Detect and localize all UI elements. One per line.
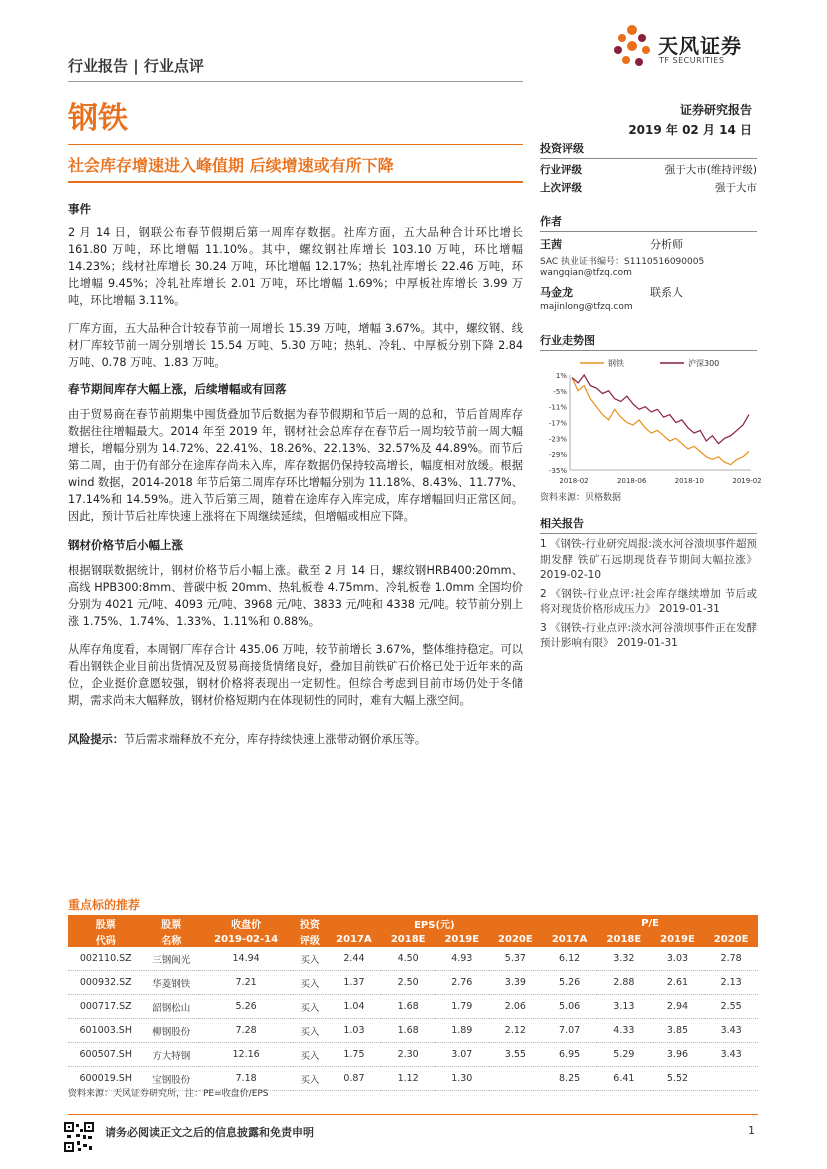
- table-cell: 1.89: [435, 1019, 489, 1043]
- table-cell: 2.06: [489, 995, 543, 1019]
- y-tick-label: -11%: [548, 403, 567, 412]
- table-cell: 3.85: [651, 1019, 705, 1043]
- table-cell: 7.07: [542, 1019, 597, 1043]
- table-cell: 600019.SH: [68, 1067, 144, 1091]
- paragraph-outlook: 从库存角度看，本周钢厂库存合计 435.06 万吨，较节前增长 3.67%，整体维持稳定。可以看出钢铁企业目前出货情况及贸易商接货情绪良好，叠加目前铁矿石价格已处于近年来的高位，企业挺价意愿较强，钢材价格将表现出一定韧性。但综合考虑到目前市场仍处于冬储期，需求尚未大幅释放，钢材价格短期内在体现韧性的同时，难有大幅上涨空间。: [68, 643, 523, 707]
- table-cell: 12.16: [199, 1043, 293, 1067]
- table-cell: 5.06: [542, 995, 597, 1019]
- table-cell: 2.61: [651, 971, 705, 995]
- header-eps: EPS(元): [326, 915, 542, 931]
- table-cell: 1.68: [381, 1019, 435, 1043]
- table-cell: 2.55: [704, 995, 758, 1019]
- x-tick-label: 2018-02: [559, 477, 589, 485]
- related-report-3[interactable]: 3 《钢铁-行业点评:淡水河谷溃坝事件正在发酵 预计影响有限》 2019-01-31: [540, 621, 757, 649]
- eps-year: 2020E: [489, 931, 543, 947]
- previous-rating-value: 强于大市: [715, 182, 757, 194]
- sector-title: 钢铁: [68, 101, 128, 136]
- table-cell: 002110.SZ: [68, 947, 144, 971]
- report-date: 2019 年 02 月 14 日: [628, 123, 752, 137]
- rating-row: [540, 161, 757, 179]
- table-cell: 3.07: [435, 1043, 489, 1067]
- related-report-1[interactable]: 1 《钢铁-行业研究周报:淡水河谷溃坝事件超预期发酵 铁矿石远期现货春节期间大幅拉涨》 2019-02-10: [540, 538, 757, 581]
- document-type: 证券研究报告: [679, 103, 752, 117]
- y-tick-label: -35%: [548, 467, 567, 475]
- x-tick-label: 2018-06: [617, 477, 647, 485]
- related-report-2[interactable]: 2 《钢铁-行业点评:社会库存继续增加 节后或将对现货价格形成压力》 2019-01-31: [540, 587, 757, 615]
- table-cell: 5.37: [489, 947, 543, 971]
- subheader-code: 代码: [68, 931, 144, 947]
- rating-heading: 投资评级: [540, 140, 757, 159]
- header-pe: P/E: [542, 915, 758, 931]
- table-cell: 1.37: [326, 971, 381, 995]
- tf-logo-icon: [612, 22, 652, 70]
- table-cell: 1.04: [326, 995, 381, 1019]
- subheader-price-date: 2019-02-14: [199, 931, 293, 947]
- subheader-name: 名称: [144, 931, 199, 947]
- table-row: [68, 1019, 758, 1043]
- table-cell: 3.43: [704, 1019, 758, 1043]
- table-cell: 3.13: [597, 995, 651, 1019]
- section-heading-inventory: 春节期间库存大幅上涨，后续增幅或有回落: [68, 382, 287, 396]
- table-cell: 4.93: [435, 947, 489, 971]
- author-1-name: 王茜: [540, 238, 562, 251]
- paragraph-factory-inventory: 厂库方面，五大品种合计较春节前一周增长 15.39 万吨，增幅 3.67%。其中，螺纹钢、线材厂库较节前一周分别增长 15.54 万吨、5.30 万吨；热轧、冷轧、中厚板分别下降 2.84 万吨、0.78 万吨、1.83 万吨。: [68, 322, 523, 369]
- footer-notice: 请务必阅读正文之后的信息披露和免责申明: [105, 1126, 314, 1139]
- table-cell: 601003.SH: [68, 1019, 144, 1043]
- eps-year: 2017A: [326, 931, 381, 947]
- x-tick-label: 2018-10: [674, 477, 704, 485]
- table-title: 重点标的推荐: [68, 898, 141, 912]
- table-cell: 方大特钢: [144, 1043, 199, 1067]
- table-cell: 5.52: [651, 1067, 705, 1091]
- table-cell: 14.94: [199, 947, 293, 971]
- risk-text: 节后需求端释放不充分，库存持续快速上涨带动钢价承压等。: [123, 733, 427, 746]
- section-heading-event: 事件: [68, 202, 91, 216]
- table-cell: 买入: [293, 1043, 326, 1067]
- table-cell: 8.25: [542, 1067, 597, 1091]
- previous-rating-row: [540, 179, 757, 197]
- table-cell: 韶钢松山: [144, 995, 199, 1019]
- table-cell: 1.03: [326, 1019, 381, 1043]
- table-cell: 3.39: [489, 971, 543, 995]
- table-cell: 1.12: [381, 1067, 435, 1091]
- risk-label: 风险提示：: [68, 733, 124, 746]
- table-cell: [704, 1067, 758, 1091]
- table-cell: 5.26: [199, 995, 293, 1019]
- table-cell: 买入: [293, 995, 326, 1019]
- pe-year: 2019E: [651, 931, 705, 947]
- table-cell: 6.95: [542, 1043, 597, 1067]
- table-row: [68, 1043, 758, 1067]
- table-cell: 柳钢股份: [144, 1019, 199, 1043]
- table-cell: 000932.SZ: [68, 971, 144, 995]
- table-cell: 5.29: [597, 1043, 651, 1067]
- table-cell: 600507.SH: [68, 1043, 144, 1067]
- author-1: [540, 236, 757, 252]
- author-1-certificate: SAC 执业证书编号：S1110516090005: [540, 257, 705, 267]
- footer-divider: [68, 1114, 758, 1115]
- paragraph-price: 根据钢联数据统计，钢材价格节后小幅上涨。截至 2 月 14 日，螺纹钢HRB400:20mm、高线 HPB300:8mm、普碳中板 20mm、热轧板卷 4.75mm、冷轧板卷 1.0mm 全国均价分别为 4021 元/吨、4093 元/吨、3968 元/吨、3833 元/吨和 4338 元/吨。较节前分别上涨 1.75%、1.74%、1.33%、1.11%和 0.88%。: [68, 564, 523, 628]
- previous-rating-label: 上次评级: [540, 182, 582, 194]
- y-tick-label: -17%: [548, 419, 567, 428]
- author-1-email[interactable]: wangqian@tfzq.com: [540, 268, 632, 278]
- table-cell: 1.79: [435, 995, 489, 1019]
- related-heading: 相关报告: [540, 515, 757, 534]
- table-cell: 4.33: [597, 1019, 651, 1043]
- table-cell: 三钢闽光: [144, 947, 199, 971]
- table-cell: 买入: [293, 971, 326, 995]
- stock-recommendation-table: [68, 915, 758, 1091]
- subheader-rating: 评级: [293, 931, 326, 947]
- table-row: [68, 995, 758, 1019]
- header-price: 收盘价: [199, 915, 293, 931]
- table-cell: 宝钢股份: [144, 1067, 199, 1091]
- sidebar: [540, 140, 762, 652]
- header-rating: 投资: [293, 915, 326, 931]
- header-code: 股票: [68, 915, 144, 931]
- page-number: 1: [748, 1124, 755, 1137]
- author-2: [540, 284, 757, 300]
- table-cell: 3.03: [651, 947, 705, 971]
- author-2-role: 联系人: [650, 286, 683, 299]
- table-cell: 买入: [293, 1067, 326, 1091]
- table-cell: 7.18: [199, 1067, 293, 1091]
- table-cell: 1.75: [326, 1043, 381, 1067]
- table-cell: 2.76: [435, 971, 489, 995]
- paragraph-holiday-inventory: 由于贸易商在春节前期集中囤货叠加节后数据为春节假期和节后一周的总和，节后首周库存数据往往增幅最大。2014 年至 2019 年，钢材社会总库存在春节后一周均较节前一周大幅增长，增幅分别为 14.72%、22.41%、18.26%、22.13%、32.57%及 44.89%。而节后第二周，由于仍有部分在途库存尚未入库，库存数据仍保持较高增长，幅度相对放缓。根据 wind 数据，2014-2018 年节后第二周库存环比增幅分别为 11.18%、8.43%、11.77%、17.14%和 14.59%。进入节后第三周，随着在途库存入库完成，库存增幅回归正常区间。因此，预计节后社库快速上涨将在下周继续延续，但增幅或相应下降。: [68, 408, 523, 523]
- section-heading-price: 钢材价格节后小幅上涨: [68, 538, 183, 552]
- author-1-role: 分析师: [650, 238, 683, 251]
- pe-year: 2017A: [542, 931, 597, 947]
- pe-year: 2020E: [704, 931, 758, 947]
- table-row: [68, 971, 758, 995]
- author-heading: 作者: [540, 213, 757, 232]
- industry-trend-chart: [540, 353, 762, 488]
- table-cell: 4.50: [381, 947, 435, 971]
- logo-english: TF SECURITIES: [659, 56, 725, 65]
- table-cell: 华菱钢铁: [144, 971, 199, 995]
- eps-year: 2019E: [435, 931, 489, 947]
- table-cell: 6.41: [597, 1067, 651, 1091]
- author-2-email[interactable]: majinlong@tfzq.com: [540, 302, 633, 312]
- headline-top-rule: [68, 144, 523, 145]
- table-cell: 2.44: [326, 947, 381, 971]
- table-cell: 000717.SZ: [68, 995, 144, 1019]
- table-cell: 2.30: [381, 1043, 435, 1067]
- table-row: [68, 947, 758, 971]
- x-tick-label: 2019-02: [732, 477, 762, 485]
- table-cell: 7.21: [199, 971, 293, 995]
- report-category: 行业报告 | 行业点评: [68, 57, 204, 75]
- table-cell: 7.28: [199, 1019, 293, 1043]
- legend-label: 钢铁: [608, 359, 624, 368]
- table-cell: 0.87: [326, 1067, 381, 1091]
- header-divider: [68, 81, 523, 82]
- table-cell: 2.13: [704, 971, 758, 995]
- logo-name: 天风证券: [658, 34, 742, 58]
- table-cell: 3.55: [489, 1043, 543, 1067]
- y-tick-label: -23%: [548, 435, 567, 444]
- headline: 社会库存增速进入峰值期 后续增速或有所下降: [68, 156, 394, 175]
- table-cell: 买入: [293, 1019, 326, 1043]
- table-cell: [489, 1067, 543, 1091]
- pe-year: 2018E: [597, 931, 651, 947]
- table-cell: 2.12: [489, 1019, 543, 1043]
- main-body: [68, 201, 523, 748]
- rating-value: 强于大市(维持评级): [664, 164, 757, 176]
- y-tick-label: 1%: [555, 372, 567, 380]
- table-cell: 3.32: [597, 947, 651, 971]
- risk-warning: [68, 731, 523, 748]
- y-tick-label: -5%: [553, 387, 567, 396]
- table-source: 资料来源：天风证券研究所，注：PE=收盘价/EPS: [68, 1089, 269, 1099]
- legend-label: 沪深300: [688, 359, 720, 368]
- table-cell: 2.88: [597, 971, 651, 995]
- header-name: 股票: [144, 915, 199, 931]
- table-cell: 1.30: [435, 1067, 489, 1091]
- table-header-row-2: [68, 931, 758, 947]
- table-cell: 2.78: [704, 947, 758, 971]
- y-tick-label: -29%: [548, 451, 567, 460]
- table-header-row-1: [68, 915, 758, 931]
- headline-bottom-rule: [68, 181, 523, 183]
- table-cell: 1.68: [381, 995, 435, 1019]
- table-cell: 3.96: [651, 1043, 705, 1067]
- table-cell: 买入: [293, 947, 326, 971]
- table-cell: 2.94: [651, 995, 705, 1019]
- qr-code-icon: [64, 1122, 94, 1152]
- chart-source: 资料来源：贝格数据: [540, 493, 622, 503]
- author-2-name: 马金龙: [540, 286, 573, 299]
- table-cell: 5.26: [542, 971, 597, 995]
- table-cell: 2.50: [381, 971, 435, 995]
- table-cell: 6.12: [542, 947, 597, 971]
- eps-year: 2018E: [381, 931, 435, 947]
- table-cell: 3.43: [704, 1043, 758, 1067]
- trend-heading: 行业走势图: [540, 332, 757, 351]
- rating-label: 行业评级: [540, 164, 582, 176]
- paragraph-social-inventory: 2 月 14 日，钢联公布春节假期后第一周库存数据。社库方面，五大品种合计环比增长 161.80 万吨，环比增幅 11.10%。其中，螺纹钢社库增长 103.10 万吨，环比增幅 14.23%；线材社库增长 30.24 万吨，环比增幅 12.17%；热轧社库增长 22.46 万吨，环比增幅 9.45%；冷轧社库增长 2.01 万吨，环比增幅 1.69%；中厚板社库增长 3.99 万吨，环比增幅 3.11%。: [68, 226, 523, 307]
